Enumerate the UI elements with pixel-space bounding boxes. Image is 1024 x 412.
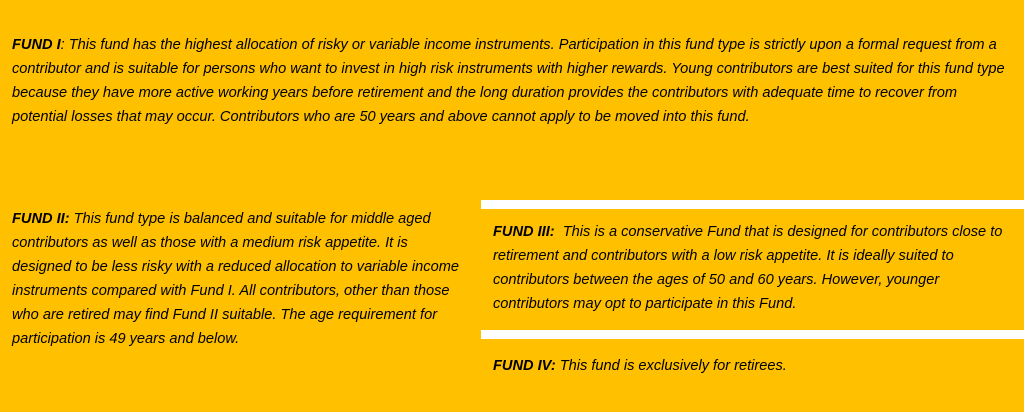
fund-iii-text: This is a conservative Fund that is designed for contributors close to retirement and contributors with a low risk appetite. It is ideally suited to contributors between the ages of 50 and 60 years. However, younger contributors may opt to participate in this Fund. — [493, 224, 1007, 312]
fund-iii-description — [493, 220, 1007, 316]
fund-ii-title: FUND II: — [12, 211, 70, 227]
divider-bottom — [481, 330, 1024, 339]
fund-iv-text: This fund is exclusively for retirees. — [555, 358, 787, 374]
fund-i-title: FUND I — [12, 37, 61, 53]
divider-top — [481, 200, 1024, 209]
fund-ii-text: This fund type is balanced and suitable for middle aged contributors as well as those with a medium risk appetite. It is designed to be less risky with a reduced allocation to variable income instruments compared with Fund I. All contributors, other than those who are retired may find Fund II suitable. The age requirement for participation is 49 years and below. — [12, 211, 459, 347]
fund-i-description — [12, 33, 1012, 129]
fund-ii-description — [12, 207, 467, 351]
fund-iii-title: FUND III: — [493, 224, 555, 240]
fund-iv-description — [493, 354, 1003, 378]
fund-i-text: : This fund has the highest allocation of risky or variable income instruments. Participation in this fund type is strictly upon a formal request from a contributor and is suitable for persons who want to invest in high risk instruments with higher rewards. Young contributors are best suited for this fund type because they have more active working years before retirement and the long duration provides the contributors with adequate time to recover from potential losses that may occur. Contributors who are 50 years and above cannot apply to be moved into this fund. — [12, 37, 1005, 125]
fund-iv-title: FUND IV: — [493, 358, 556, 374]
